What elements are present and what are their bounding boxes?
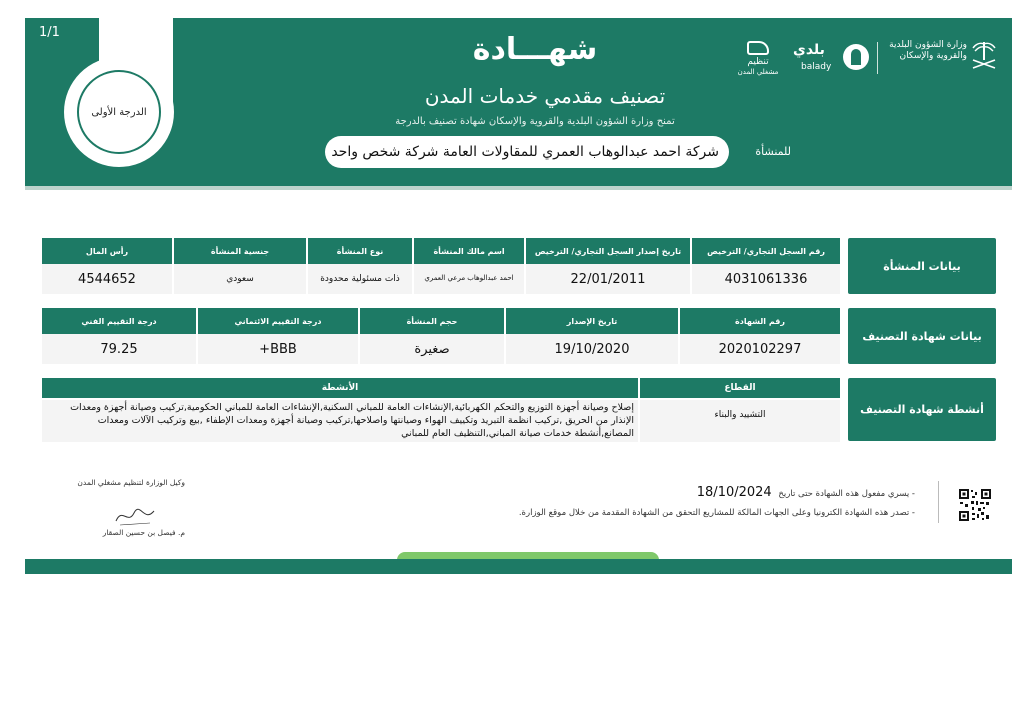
- activities-row: [40, 400, 840, 442]
- credit-rating-header: درجة التقييم الائتماني: [196, 308, 358, 334]
- certificate-data-label: بيانات شهادة التصنيف: [848, 308, 996, 364]
- type-header: نوع المنشأة: [306, 238, 412, 264]
- qr-code-icon[interactable]: [958, 488, 992, 522]
- owner-value: احمد عبدالوهاب مرعي العمري: [412, 264, 524, 294]
- cr-number-header: رقم السجل التجاري/ الترخيص: [690, 238, 840, 264]
- validity-date: 18/10/2024: [696, 485, 772, 500]
- tanzeem-icon: [747, 41, 769, 55]
- issue-date-value: 19/10/2020: [504, 334, 678, 364]
- size-value: صغيرة: [358, 334, 504, 364]
- header-divider: [25, 186, 1012, 190]
- tanzeem-label: تنظيم: [747, 57, 769, 67]
- facility-data-label: بيانات المنشأة: [848, 238, 996, 294]
- logos: [737, 38, 999, 78]
- publish-note: - تصدر هذه الشهادة الكترونيا وعلى الجهات المالكة للمشاريع التحقق من الشهادة المقدمة من خلال موقع الوزارة.: [518, 508, 915, 518]
- certificate-description: تمنح وزارة الشؤون البلدية والقروية والإسكان شهادة تصنيف بالدرجة: [395, 116, 675, 127]
- validity-line: [465, 485, 915, 500]
- size-header: حجم المنشأة: [358, 308, 504, 334]
- certificate-data-row: [40, 334, 840, 364]
- cert-number-value: 2020102297: [678, 334, 840, 364]
- capital-value: 4544652: [40, 264, 172, 294]
- logo-divider: [877, 42, 878, 74]
- sector-column-header: القطاع: [638, 378, 840, 398]
- palm-swords-emblem-icon: [969, 38, 999, 76]
- nationality-header: جنسية المنشأة: [172, 238, 306, 264]
- signature-icon: [110, 501, 160, 529]
- ministry-line1: وزارة الشؤون البلدية: [889, 40, 967, 50]
- certificate-subtitle: تصنيف مقدمي خدمات المدن: [424, 84, 666, 108]
- ministry-logo-text: [883, 40, 967, 62]
- cert-number-header: رقم الشهادة: [678, 308, 840, 334]
- facility-data-row: [40, 264, 840, 294]
- grade-label: الدرجة الأولى: [91, 106, 147, 118]
- capital-header: رأس المال: [40, 238, 172, 264]
- activities-label: أنشطة شهادة التصنيف: [848, 378, 996, 441]
- balady-ar: بلدي: [793, 42, 825, 58]
- footer-separator: [938, 481, 939, 523]
- certificate: [25, 18, 1012, 574]
- cr-number-value: 4031061336: [690, 264, 840, 294]
- grade-seal: [77, 70, 161, 154]
- facility-name: شركة احمد عبدالوهاب العمري للمقاولات العامة شركة شخص واحد: [325, 136, 729, 168]
- tanzeem-logo: [737, 41, 779, 77]
- balady-logo: [787, 42, 871, 76]
- activities-header: [40, 378, 840, 398]
- certificate-data-header: [40, 308, 840, 334]
- technical-rating-header: درجة التقييم الفني: [40, 308, 196, 334]
- bottom-band: [25, 559, 1012, 574]
- balady-en: balady: [801, 62, 832, 72]
- issue-date-header: تاريخ الإصدار: [504, 308, 678, 334]
- facility-data-header: [40, 238, 840, 264]
- tanzeem-sub: مشغلي المدن: [737, 68, 779, 76]
- technical-rating-value: 79.25: [40, 334, 196, 364]
- page-number: 1/1: [39, 25, 60, 40]
- certificate-title: شهـــادة: [472, 32, 598, 67]
- nationality-value: سعودي: [172, 264, 306, 294]
- balady-icon: [843, 44, 869, 70]
- facility-label: للمنشأة: [755, 145, 791, 158]
- validity-text: - يسري مفعول هذه الشهادة حتى تاريخ: [778, 489, 915, 499]
- signer-name: م. فيصل بن حسين الصقار: [102, 528, 185, 537]
- cr-date-value: 22/01/2011: [524, 264, 690, 294]
- signer-title: وكيل الوزارة لتنظيم مشغلي المدن: [77, 478, 185, 487]
- activities-column-header: الأنشطة: [40, 378, 638, 398]
- cr-date-header: تاريخ إصدار السجل التجاري/ الترخيص: [524, 238, 690, 264]
- credit-rating-value: BBB+: [196, 334, 358, 364]
- activities-text: إصلاح وصيانة أجهزة التوزيع والتحكم الكهربائية,الإنشاءات العامة للمباني السكنية,الإنشاءات العامة للمباني الحكومية,تركيب وصيانة أجهزة ومعدات الإنذار من الحريق ,تركيب انظمة التبريد وتكييف الهواء وصيانتها واصلاحها,تركيب وصيانة أجهزة ومعدات الإطفاء ,بيع وتركيب الآلات ومعدات المصانع,أنشطة خدمات صيانة المباني,التنظيف العام للمباني: [40, 400, 638, 442]
- sector-value: التشييد والبناء: [638, 400, 840, 442]
- type-value: ذات مسئولية محدودة: [306, 264, 412, 294]
- owner-header: اسم مالك المنشأة: [412, 238, 524, 264]
- ministry-line2: والقروية والإسكان: [899, 50, 967, 61]
